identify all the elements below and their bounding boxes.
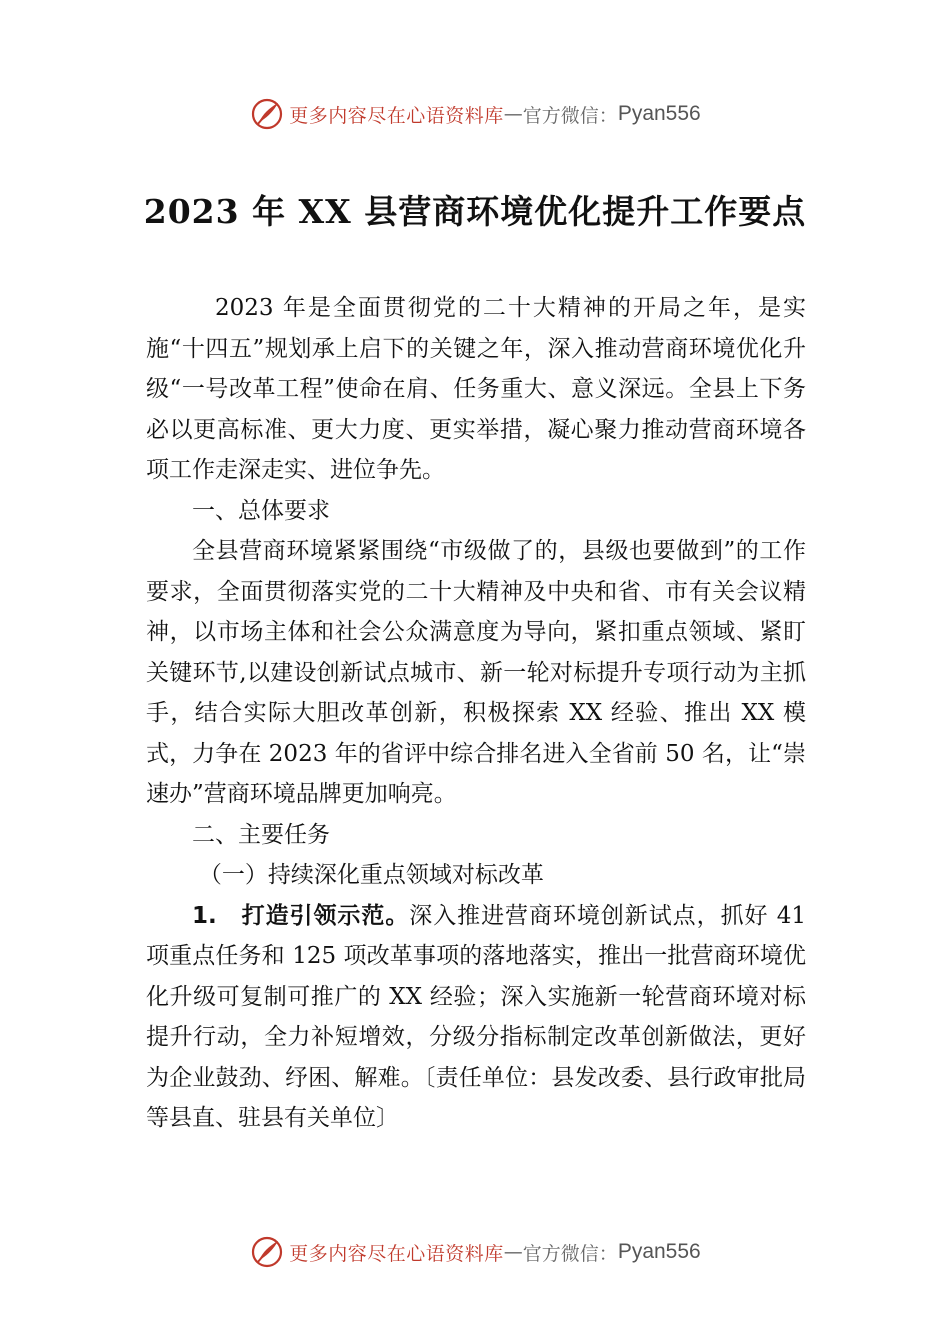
section1-heading: 一、总体要求	[192, 497, 330, 524]
section1-paragraph: 全县营商环境紧紧围绕“市级做了的，县级也要做到”的工作要求，全面贯彻落实党的二十大精神及中央和省、市有关会议精神，以市场主体和社会公众满意度为导向，紧扣重点领域、紧盯关键环节,以建设创新试点城市、新一轮对标提升专项行动为主抓手，结合实际大胆改革创新，积极探索 XX 经验、推出 XX 模式，力争在 2023 年的省评中综合排名进入全省前 50 名，让“崇速办”营商环境品牌更加响亮。	[146, 538, 806, 807]
watermark-dash: —	[503, 1241, 523, 1263]
watermark-wechat-label: 官方微信：	[522, 1242, 618, 1265]
feather-logo-icon	[249, 1234, 285, 1270]
watermark-wechat-id: Pyan556	[617, 102, 701, 125]
document-body	[146, 288, 806, 1139]
watermark-text: 更多内容尽在心语资料库	[289, 1242, 504, 1265]
watermark-wechat-id: Pyan556	[617, 1240, 701, 1263]
item1-body: 深入推进营商环境创新试点，抓好 41 项重点任务和 125 项改革事项的落地落实，推出一批营商环境优化升级可复制可推广的 XX 经验；深入实施新一轮营商环境对标提升行动，全力补短增效，分级分指标制定改革创新做法，更好为企业鼓劲、纾困、解难。〔责任单位：县发改委、县行政审批局等县直、驻县有关单位〕	[146, 902, 806, 1131]
item1-lead: 1. 打造引领示范。	[192, 902, 410, 929]
intro-paragraph: 2023 年是全面贯彻党的二十大精神的开局之年，是实施“十四五”规划承上启下的关键之年，深入推动营商环境优化升级“一号改革工程”使命在肩、任务重大、意义深远。全县上下务必以更高标准、更大力度、更实举措，凝心聚力推动营商环境各项工作走深走实、进位争先。	[146, 295, 806, 483]
watermark-header	[0, 92, 950, 136]
watermark-text: 更多内容尽在心语资料库	[289, 104, 504, 127]
feather-logo-icon	[249, 96, 285, 132]
watermark-dash: —	[503, 103, 523, 125]
item1-paragraph	[146, 896, 806, 1139]
document-title: 2023 年 XX 县营商环境优化提升工作要点	[143, 192, 807, 231]
watermark-wechat-label: 官方微信：	[522, 104, 618, 127]
watermark-footer	[0, 1230, 950, 1274]
subsection1-heading: （一）持续深化重点领域对标改革	[198, 862, 544, 888]
section2-heading: 二、主要任务	[192, 821, 330, 848]
